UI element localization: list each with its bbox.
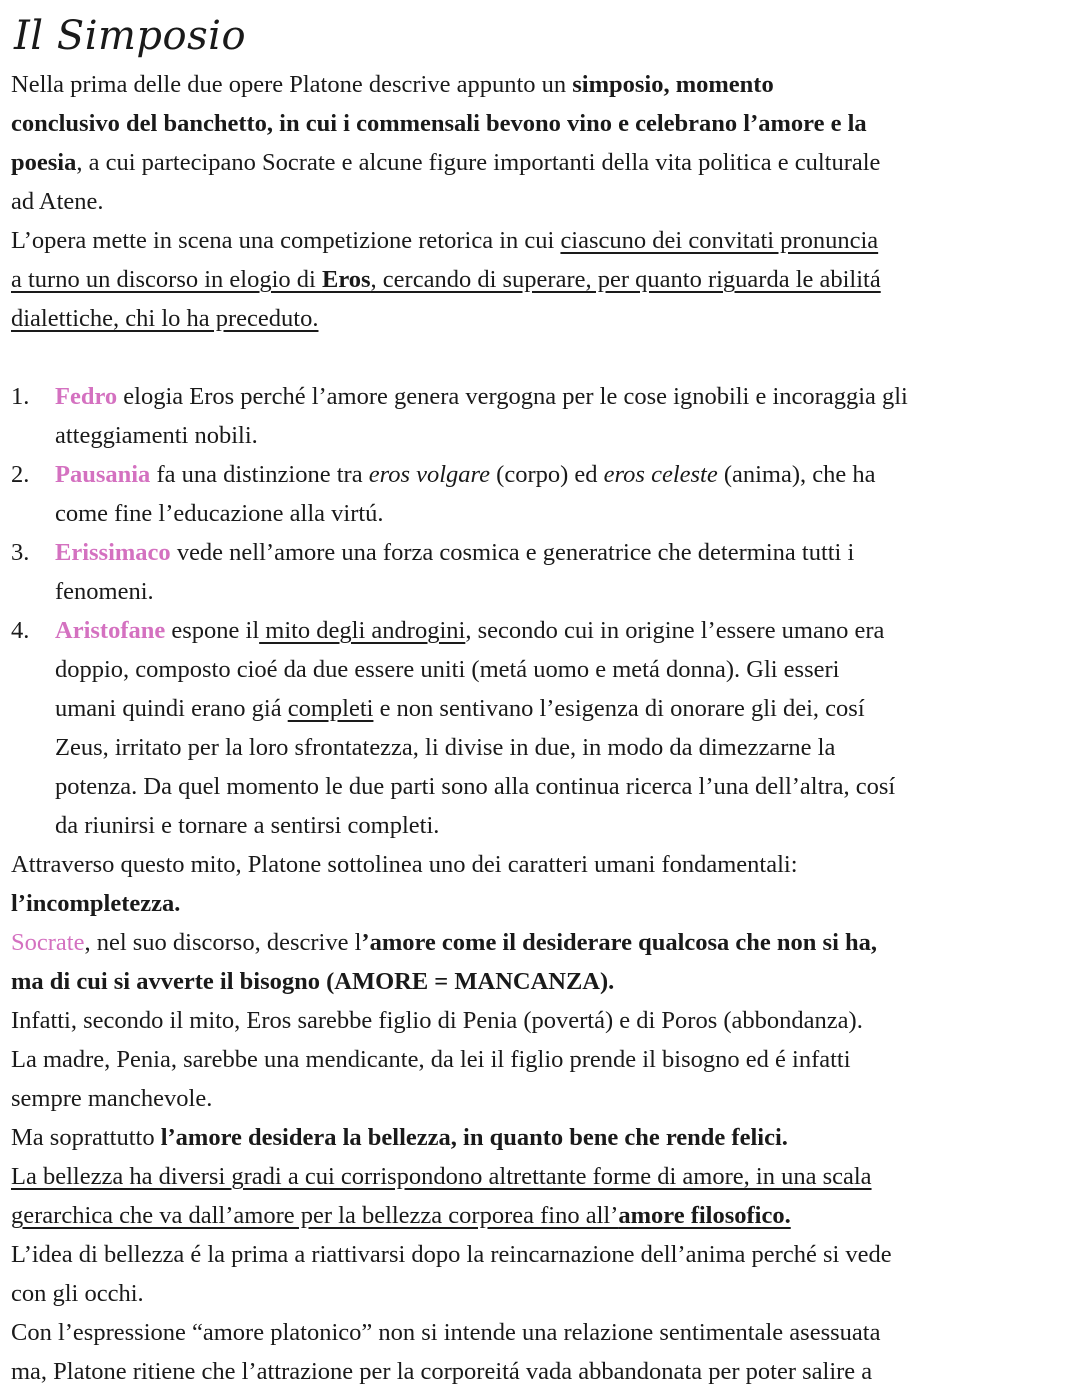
underlined-text: a turno un discorso in elogio di: [11, 266, 322, 293]
bold-text: ’amore come il desiderare qualcosa che non si ha,: [361, 929, 878, 956]
intro-line: [11, 299, 318, 338]
paragraph-line: Infatti, secondo il mito, Eros sarebbe figlio di Penia (povertá) e di Poros (abbondanza).: [11, 1007, 863, 1034]
intro-line: [11, 182, 104, 221]
speaker-name: Erissimaco: [55, 539, 171, 566]
paragraph-line: [11, 923, 877, 962]
underlined-bold-text: Eros: [321, 266, 371, 293]
paragraph-line: La madre, Penia, sarebbe una mendicante, da lei il figlio prende il bisogno ed é infatti: [11, 1046, 851, 1073]
text-run: fa una distinzione tra: [150, 461, 369, 488]
list-item-line: [55, 689, 865, 728]
bold-text: conclusivo del banchetto, in cui i commensali bevono vino e celebrano l’amore e la: [11, 110, 867, 137]
paragraph-line: L’idea di bellezza é la prima a riattivarsi dopo la reincarnazione dell’anima perché si vede: [11, 1241, 892, 1268]
list-item-line: potenza. Da quel momento le due parti sono alla continua ricerca l’una dell’altra, cosí: [55, 773, 896, 800]
page-title: Il Simposio: [14, 13, 247, 59]
paragraph-line: con gli occhi.: [11, 1280, 144, 1307]
text-run: , nel suo discorso, descrive l: [84, 929, 362, 956]
bold-text: l’amore desidera la bellezza, in quanto bene che rende felici.: [160, 1124, 788, 1151]
underlined-text: mito degli androgini: [259, 617, 466, 644]
intro-line: [11, 221, 878, 260]
intro-line: [11, 260, 881, 299]
list-number: 1.: [11, 383, 30, 410]
paragraph-line: [11, 1196, 791, 1235]
bold-text: simposio, momento: [572, 71, 774, 98]
list-item-line: atteggiamenti nobili.: [55, 422, 258, 449]
list-number: 3.: [11, 539, 30, 566]
text-run: (corpo) ed: [490, 461, 604, 488]
list-item-line: doppio, composto cioé da due essere uniti (metá uomo e metá donna). Gli esseri: [55, 656, 840, 683]
list-number: 2.: [11, 461, 30, 488]
list-item-line: da riunirsi e tornare a sentirsi completi.: [55, 812, 440, 839]
underlined-text: ciascuno dei convitati pronuncia: [560, 227, 879, 254]
paragraph-line: [11, 1157, 872, 1196]
paragraph-line: Con l’espressione “amore platonico” non si intende una relazione sentimentale asessuata: [11, 1319, 881, 1346]
speaker-name: Aristofane: [55, 617, 166, 644]
bold-line: l’incompletezza.: [11, 890, 181, 917]
speaker-name: Fedro: [55, 383, 118, 410]
bold-line: ma di cui si avverte il bisogno (AMORE = MANCANZA).: [11, 968, 615, 995]
list-item-line: fenomeni.: [55, 578, 154, 605]
underlined-text: gerarchica che va dall’amore per la bellezza corporea fino all’: [11, 1202, 619, 1229]
italic-text: eros volgare: [368, 461, 491, 488]
intro-line: [11, 65, 774, 104]
text-run: umani quindi erano giá: [55, 695, 288, 722]
underlined-text: , cercando di superare, per quanto riguarda le abilitá: [370, 266, 881, 293]
text-run: L’opera mette in scena una competizione retorica in cui: [11, 227, 561, 254]
intro-line: [11, 104, 867, 143]
underlined-bold-text: amore filosofico.: [618, 1202, 791, 1229]
text-run: ad Atene.: [11, 188, 104, 215]
list-item: [55, 377, 908, 416]
paragraph-line: sempre manchevole.: [11, 1085, 213, 1112]
text-run: Ma soprattutto: [11, 1124, 161, 1151]
speaker-name: Pausania: [55, 461, 151, 488]
paragraph-line: ma, Platone ritiene che l’attrazione per la corporeitá vada abbandonata per poter salire a: [11, 1358, 873, 1385]
paragraph-line: [11, 1118, 788, 1157]
text-run: (anima), che ha: [717, 461, 876, 488]
list-item: [55, 611, 884, 650]
text-run: elogia Eros perché l’amore genera vergogna per le cose ignobili e incoraggia gli: [117, 383, 908, 410]
list-item: [55, 455, 876, 494]
text-run: e non sentivano l’esigenza di onorare gli dei, cosí: [373, 695, 865, 722]
list-item-line: Zeus, irritato per la loro sfrontatezza, li divise in due, in modo da dimezzarne la: [55, 734, 836, 761]
intro-line: [11, 143, 880, 182]
underlined-text: completi: [287, 695, 374, 722]
speaker-name: Socrate: [11, 929, 85, 956]
list-number: 4.: [11, 617, 30, 644]
text-run: espone il: [165, 617, 260, 644]
underlined-text: dialettiche, chi lo ha preceduto.: [11, 305, 319, 332]
underlined-text: La bellezza ha diversi gradi a cui corrispondono altrettante forme di amore, in una scala: [11, 1163, 872, 1190]
italic-text: eros celeste: [603, 461, 718, 488]
text-run: vede nell’amore una forza cosmica e generatrice che determina tutti i: [170, 539, 855, 566]
list-item-line: come fine l’educazione alla virtú.: [55, 500, 384, 527]
bold-text: poesia: [11, 149, 77, 176]
paragraph-line: Attraverso questo mito, Platone sottolinea uno dei caratteri umani fondamentali:: [11, 851, 798, 878]
text-run: , secondo cui in origine l’essere umano era: [465, 617, 885, 644]
list-item: [55, 533, 854, 572]
text-run: , a cui partecipano Socrate e alcune figure importanti della vita politica e culturale: [76, 149, 881, 176]
text-run: Nella prima delle due opere Platone descrive appunto un: [11, 71, 573, 98]
